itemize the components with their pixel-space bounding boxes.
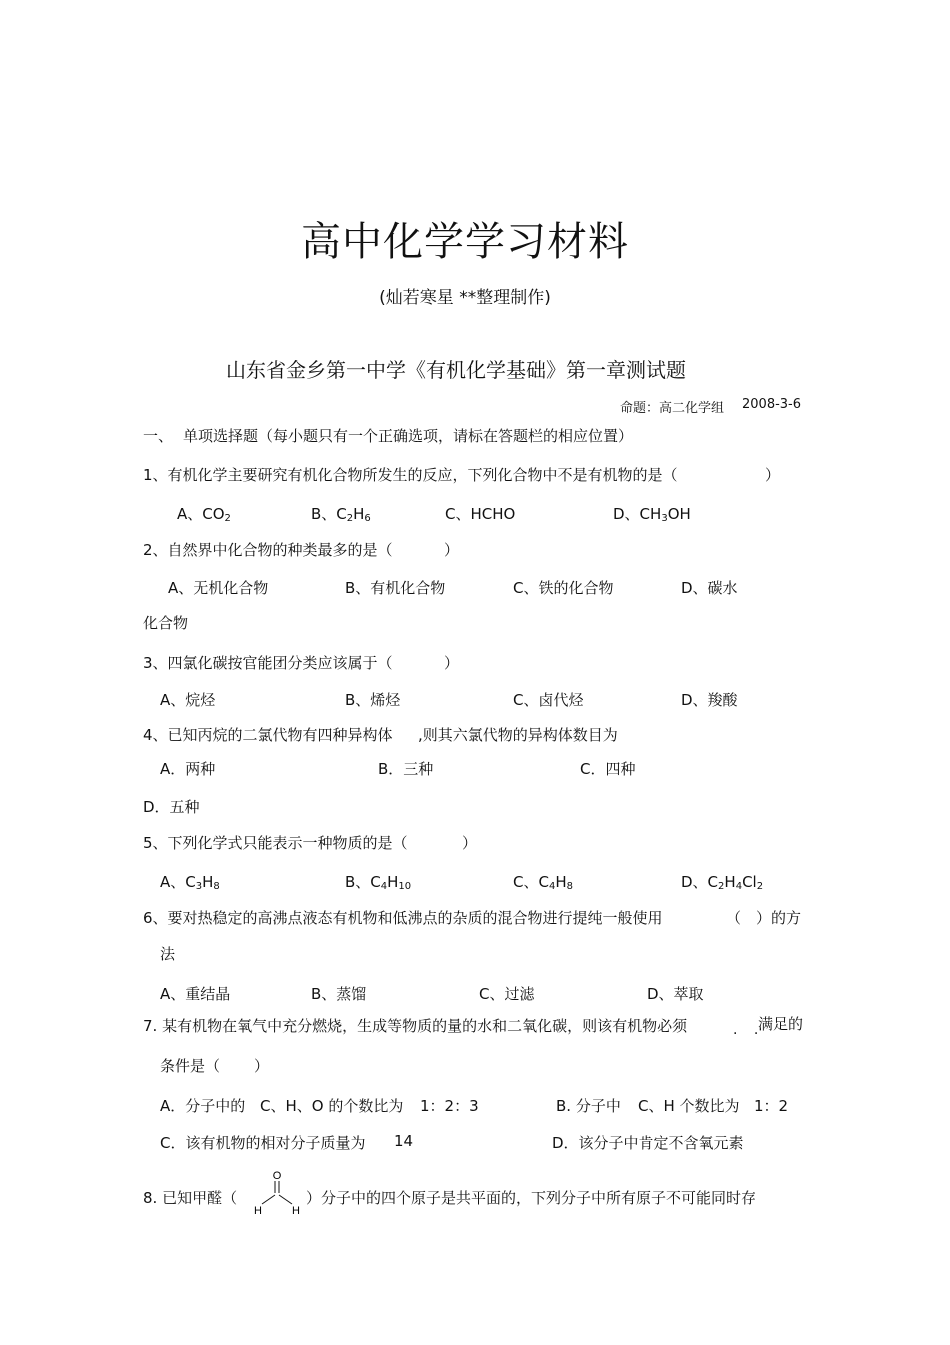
q4-stem-part2: ,则其六氯代物的异构体数目为 <box>418 726 618 744</box>
emphasis-dots: . . <box>733 1022 765 1038</box>
q5-option-b: B、$C_4H_{10}$ <box>345 873 412 892</box>
section-number: 一、 <box>143 427 174 445</box>
q5-option-c: C、$C_4H_8$ <box>513 873 573 892</box>
exam-date: 2008-3-6 <box>742 397 802 412</box>
q6-close: ）的方 <box>756 909 802 927</box>
q1-close: ） <box>765 466 781 484</box>
section-heading: 单项选择题（每小题只有一个正确选项，请标在答题栏的相应位置） <box>183 427 634 445</box>
q7-option-b-p2: C、H 个数比为 <box>638 1097 740 1115</box>
q4-option-a: A．两种 <box>160 760 216 778</box>
q2-option-b: B、有机化合物 <box>345 579 446 597</box>
q3-option-a: A、烷烃 <box>160 691 216 709</box>
q2-option-a: A、无机化合物 <box>168 579 269 597</box>
q6-option-b: B、蒸馏 <box>311 985 367 1003</box>
q2-option-d: D、碳水 <box>681 579 738 597</box>
formaldehyde-structure-diagram <box>250 1166 306 1218</box>
q7-option-b-p3: 1：2 <box>754 1097 789 1115</box>
q3-close: ） <box>444 654 460 672</box>
q6-blank: （ <box>726 909 742 927</box>
q3-stem: 3、四氯化碳按官能团分类应该属于（ <box>143 654 393 672</box>
structure-hydrogen-left: H <box>254 1205 262 1217</box>
q2-close: ） <box>444 541 460 559</box>
single-bond-left <box>262 1195 275 1204</box>
q7-close: ） <box>254 1057 270 1075</box>
formaldehyde-structure <box>250 1166 306 1218</box>
q1-option-d: D、$CH_3OH$ <box>613 505 691 524</box>
q4-stem-part1: 4、已知丙烷的二氯代物有四种异构体 <box>143 726 393 744</box>
q7-cont: 条件是（ <box>160 1057 221 1075</box>
q3-option-d: D、羧酸 <box>681 691 738 709</box>
q4-option-d: D．五种 <box>143 798 200 816</box>
q6-cont: 法 <box>160 945 176 963</box>
q7-option-c-p1: C．该有机物的相对分子质量为 <box>160 1134 366 1152</box>
q5-close: ） <box>462 834 478 852</box>
q7-emphasis: 满足的 <box>758 1015 804 1033</box>
q8-stem-part2: ）分子中的四个原子是共平面的，下列分子中所有原子不可能同时存 <box>306 1189 757 1207</box>
q7-option-a-p3: 1：2：3 <box>420 1097 479 1115</box>
q7-option-c-p2: 14 <box>394 1132 414 1150</box>
single-bond-right <box>279 1195 292 1204</box>
q1-option-b: B、$C_2H_6$ <box>311 505 371 524</box>
exam-setter: 命题：高二化学组 <box>620 401 725 416</box>
q5-stem: 5、下列化学式只能表示一种物质的是（ <box>143 834 408 852</box>
document-title: 高中化学学习材料 <box>301 219 629 265</box>
q7-option-d: D．该分子中肯定不含氧元素 <box>552 1134 744 1152</box>
document-subtitle: (灿若寒星 **整理制作) <box>379 288 551 308</box>
q1-option-a: A、$CO_2$ <box>177 505 231 524</box>
q5-option-d: D、$C_2H_4Cl_2$ <box>681 873 764 892</box>
q3-option-b: B、烯烃 <box>345 691 401 709</box>
q2-stem: 2、自然界中化合物的种类最多的是（ <box>143 541 393 559</box>
q3-option-c: C、卤代烃 <box>513 691 584 709</box>
q7-option-b-p1: B. 分子中 <box>556 1097 621 1115</box>
q8-stem-part1: 8. 已知甲醛（ <box>143 1189 238 1207</box>
q6-option-d: D、萃取 <box>647 985 704 1003</box>
q4-option-c: C．四种 <box>580 760 636 778</box>
q7-stem: 7. 某有机物在氧气中充分燃烧，生成等物质的量的水和二氧化碳，则该有机物必须 <box>143 1017 688 1035</box>
q7-option-a-p2: C、H、O 的个数比为 <box>260 1097 404 1115</box>
q6-stem: 6、要对热稳定的高沸点液态有机物和低沸点的杂质的混合物进行提纯一般使用 <box>143 909 663 927</box>
q2-option-c: C、铁的化合物 <box>513 579 614 597</box>
q6-option-c: C、过滤 <box>479 985 535 1003</box>
q6-option-a: A、重结晶 <box>160 985 231 1003</box>
q2-option-d-cont: 化合物 <box>143 614 189 632</box>
q5-option-a: A、$C_3H_8$ <box>160 873 220 892</box>
structure-hydrogen-right: H <box>292 1205 300 1217</box>
q7-option-a-p1: A．分子中的 <box>160 1097 246 1115</box>
q4-option-b: B．三种 <box>378 760 434 778</box>
q1-option-c: C、HCHO <box>445 505 516 523</box>
exam-title: 山东省金乡第一中学《有机化学基础》第一章测试题 <box>226 358 686 382</box>
structure-oxygen: O <box>272 1170 282 1182</box>
q1-stem: 1、有机化学主要研究有机化合物所发生的反应，下列化合物中不是有机物的是（ <box>143 466 678 484</box>
